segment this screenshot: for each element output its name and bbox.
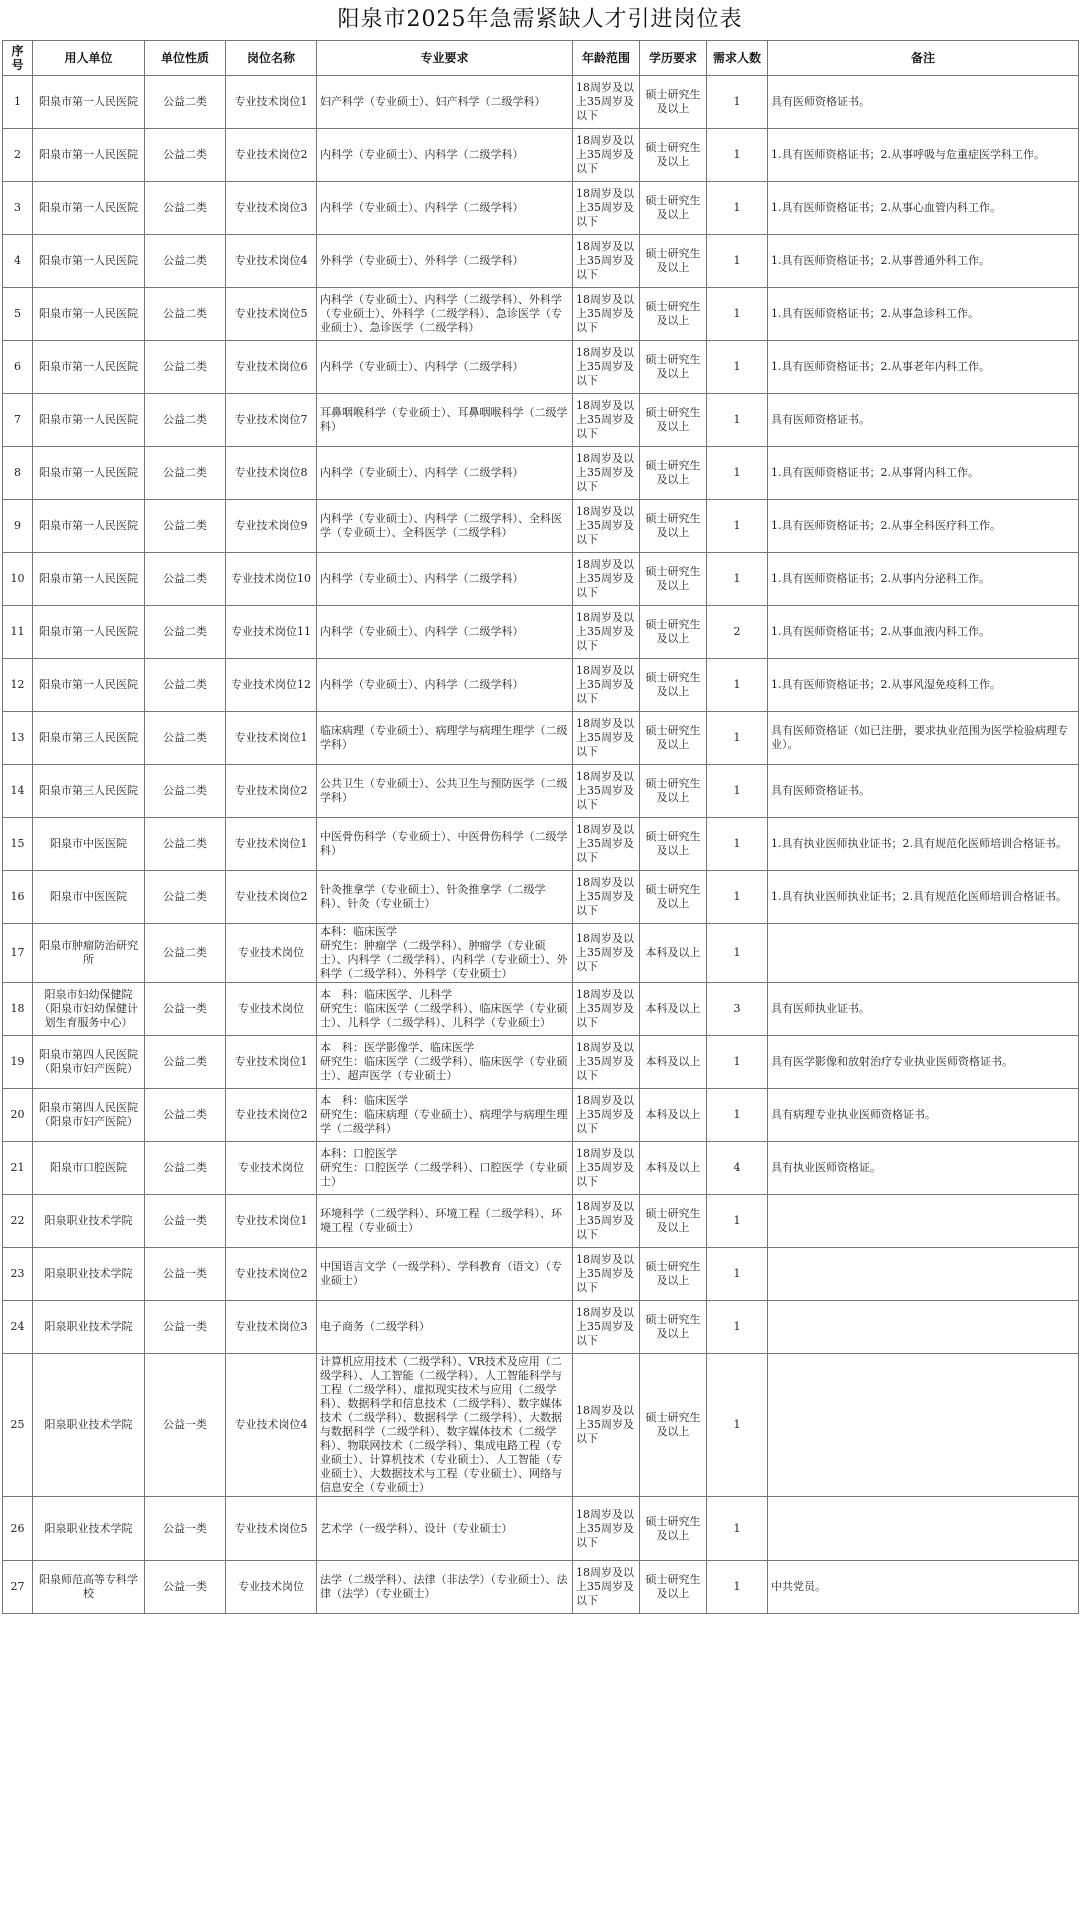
note-cell: 1.具有医师资格证书；2.从事血液内科工作。 — [768, 606, 1079, 659]
count-cell: 1 — [707, 871, 768, 924]
position-cell: 专业技术岗位2 — [226, 1248, 317, 1301]
note-cell: 具有病理专业执业医师资格证书。 — [768, 1089, 1079, 1142]
education-cell: 硕士研究生及以上 — [640, 76, 707, 129]
table-row — [3, 1195, 1079, 1248]
nature-cell: 公益二类 — [145, 76, 226, 129]
table-row — [3, 500, 1079, 553]
position-cell: 专业技术岗位 — [226, 1142, 317, 1195]
note-cell: 具有执业医师资格证。 — [768, 1142, 1079, 1195]
major-cell: 妇产科学（专业硕士）、妇产科学（二级学科） — [317, 76, 573, 129]
nature-cell: 公益二类 — [145, 500, 226, 553]
table-row — [3, 1142, 1079, 1195]
major-cell: 电子商务（二级学科） — [317, 1301, 573, 1354]
table-row — [3, 553, 1079, 606]
age-cell: 18周岁及以上35周岁及以下 — [573, 129, 640, 182]
education-cell: 硕士研究生及以上 — [640, 394, 707, 447]
major-cell: 内科学（专业硕士）、内科学（二级学科） — [317, 341, 573, 394]
count-cell: 3 — [707, 983, 768, 1036]
major-cell: 内科学（专业硕士）、内科学（二级学科） — [317, 447, 573, 500]
education-cell: 硕士研究生及以上 — [640, 659, 707, 712]
count-cell: 1 — [707, 288, 768, 341]
major-cell: 耳鼻咽喉科学（专业硕士）、耳鼻咽喉科学（二级学科） — [317, 394, 573, 447]
row-number: 7 — [3, 394, 33, 447]
nature-cell: 公益一类 — [145, 1248, 226, 1301]
age-cell: 18周岁及以上35周岁及以下 — [573, 712, 640, 765]
unit-cell: 阳泉市第一人民医院 — [33, 500, 145, 553]
header-cell: 序号 — [3, 41, 33, 76]
note-cell: 具有医师资格证书。 — [768, 76, 1079, 129]
count-cell: 1 — [707, 235, 768, 288]
unit-cell: 阳泉市第一人民医院 — [33, 235, 145, 288]
position-cell: 专业技术岗位11 — [226, 606, 317, 659]
note-cell — [768, 1301, 1079, 1354]
count-cell: 1 — [707, 712, 768, 765]
note-cell — [768, 1248, 1079, 1301]
count-cell: 1 — [707, 500, 768, 553]
major-cell: 艺术学（一级学科）、设计（专业硕士） — [317, 1497, 573, 1561]
position-cell: 专业技术岗位10 — [226, 553, 317, 606]
unit-cell: 阳泉市第一人民医院 — [33, 606, 145, 659]
education-cell: 硕士研究生及以上 — [640, 1561, 707, 1614]
position-cell: 专业技术岗位1 — [226, 76, 317, 129]
table-row — [3, 1561, 1079, 1614]
major-cell: 本 科：医学影像学、临床医学 研究生：临床医学（二级学科）、临床医学（专业硕士）、超声医学（专业硕士） — [317, 1036, 573, 1089]
row-number: 5 — [3, 288, 33, 341]
table-row — [3, 1354, 1079, 1497]
nature-cell: 公益二类 — [145, 924, 226, 983]
row-number: 3 — [3, 182, 33, 235]
note-cell: 具有医师执业证书。 — [768, 983, 1079, 1036]
count-cell: 1 — [707, 1561, 768, 1614]
page-title: 阳泉市2025年急需紧缺人才引进岗位表 — [337, 7, 743, 32]
position-cell: 专业技术岗位8 — [226, 447, 317, 500]
row-number: 23 — [3, 1248, 33, 1301]
unit-cell: 阳泉市肿瘤防治研究所 — [33, 924, 145, 983]
age-cell: 18周岁及以上35周岁及以下 — [573, 288, 640, 341]
education-cell: 硕士研究生及以上 — [640, 765, 707, 818]
education-cell: 本科及以上 — [640, 924, 707, 983]
age-cell: 18周岁及以上35周岁及以下 — [573, 235, 640, 288]
table-row — [3, 394, 1079, 447]
row-number: 1 — [3, 76, 33, 129]
major-cell: 内科学（专业硕士）、内科学（二级学科） — [317, 659, 573, 712]
unit-cell: 阳泉市妇幼保健院（阳泉市妇幼保健计划生育服务中心） — [33, 983, 145, 1036]
count-cell: 1 — [707, 394, 768, 447]
row-number: 27 — [3, 1561, 33, 1614]
nature-cell: 公益二类 — [145, 235, 226, 288]
education-cell: 硕士研究生及以上 — [640, 1497, 707, 1561]
age-cell: 18周岁及以上35周岁及以下 — [573, 341, 640, 394]
position-cell: 专业技术岗位6 — [226, 341, 317, 394]
nature-cell: 公益二类 — [145, 765, 226, 818]
note-cell: 1.具有医师资格证书；2.从事肾内科工作。 — [768, 447, 1079, 500]
table-row — [3, 1301, 1079, 1354]
header-cell: 单位性质 — [145, 41, 226, 76]
count-cell: 2 — [707, 606, 768, 659]
header-cell: 年龄范围 — [573, 41, 640, 76]
position-cell: 专业技术岗位1 — [226, 818, 317, 871]
row-number: 24 — [3, 1301, 33, 1354]
header-cell: 用人单位 — [33, 41, 145, 76]
education-cell: 硕士研究生及以上 — [640, 1195, 707, 1248]
nature-cell: 公益二类 — [145, 553, 226, 606]
major-cell: 临床病理（专业硕士）、病理学与病理生理学（二级学科） — [317, 712, 573, 765]
unit-cell: 阳泉市中医医院 — [33, 871, 145, 924]
age-cell: 18周岁及以上35周岁及以下 — [573, 924, 640, 983]
education-cell: 硕士研究生及以上 — [640, 288, 707, 341]
position-cell: 专业技术岗位4 — [226, 235, 317, 288]
age-cell: 18周岁及以上35周岁及以下 — [573, 818, 640, 871]
nature-cell: 公益一类 — [145, 1195, 226, 1248]
major-cell: 内科学（专业硕士）、内科学（二级学科）、外科学（专业硕士）、外科学（二级学科）、急诊医学（专业硕士）、急诊医学（二级学科） — [317, 288, 573, 341]
table-row — [3, 606, 1079, 659]
count-cell: 1 — [707, 924, 768, 983]
nature-cell: 公益二类 — [145, 712, 226, 765]
row-number: 12 — [3, 659, 33, 712]
major-cell: 计算机应用技术（二级学科）、VR技术及应用（二级学科）、人工智能（二级学科）、人工智能科学与工程（二级学科）、虚拟现实技术与应用（二级学科）、数据科学和信息技术（二级学科）、数字媒体技术（二级学科）、数据科学（二级学科）、大数据与数据科学（二级学科）、数字媒体技术（二级学科）、物联网技术（二级学科）、集成电路工程（专业硕士）、计算机技术（专业硕士）、人工智能（专业硕士）、大数据技术与工程（专业硕士）、网络与信息安全（专业硕士） — [317, 1354, 573, 1497]
note-cell: 1.具有医师资格证书；2.从事普通外科工作。 — [768, 235, 1079, 288]
count-cell: 1 — [707, 129, 768, 182]
count-cell: 1 — [707, 1089, 768, 1142]
education-cell: 本科及以上 — [640, 1089, 707, 1142]
major-cell: 环境科学（二级学科）、环境工程（二级学科）、环境工程（专业硕士） — [317, 1195, 573, 1248]
nature-cell: 公益二类 — [145, 606, 226, 659]
header-cell: 备注 — [768, 41, 1079, 76]
position-cell: 专业技术岗位3 — [226, 1301, 317, 1354]
nature-cell: 公益一类 — [145, 1497, 226, 1561]
position-cell: 专业技术岗位2 — [226, 765, 317, 818]
table-row — [3, 1036, 1079, 1089]
nature-cell: 公益二类 — [145, 341, 226, 394]
nature-cell: 公益二类 — [145, 871, 226, 924]
note-cell — [768, 1195, 1079, 1248]
age-cell: 18周岁及以上35周岁及以下 — [573, 394, 640, 447]
age-cell: 18周岁及以上35周岁及以下 — [573, 182, 640, 235]
unit-cell: 阳泉职业技术学院 — [33, 1301, 145, 1354]
note-cell: 1.具有医师资格证书；2.从事呼吸与危重症医学科工作。 — [768, 129, 1079, 182]
row-number: 22 — [3, 1195, 33, 1248]
position-cell: 专业技术岗位7 — [226, 394, 317, 447]
major-cell: 本科：口腔医学 研究生：口腔医学（二级学科）、口腔医学（专业硕士） — [317, 1142, 573, 1195]
table-row — [3, 76, 1079, 129]
position-cell: 专业技术岗位9 — [226, 500, 317, 553]
unit-cell: 阳泉市第一人民医院 — [33, 341, 145, 394]
education-cell: 硕士研究生及以上 — [640, 341, 707, 394]
table-row — [3, 712, 1079, 765]
unit-cell: 阳泉市第四人民医院（阳泉市妇产医院） — [33, 1036, 145, 1089]
age-cell: 18周岁及以上35周岁及以下 — [573, 500, 640, 553]
count-cell: 1 — [707, 1248, 768, 1301]
header-row — [3, 41, 1079, 76]
education-cell: 硕士研究生及以上 — [640, 871, 707, 924]
count-cell: 1 — [707, 1301, 768, 1354]
age-cell: 18周岁及以上35周岁及以下 — [573, 1354, 640, 1497]
unit-cell: 阳泉市第一人民医院 — [33, 76, 145, 129]
education-cell: 硕士研究生及以上 — [640, 1301, 707, 1354]
row-number: 2 — [3, 129, 33, 182]
table-row — [3, 983, 1079, 1036]
unit-cell: 阳泉市第三人民医院 — [33, 765, 145, 818]
nature-cell: 公益二类 — [145, 394, 226, 447]
count-cell: 1 — [707, 1354, 768, 1497]
row-number: 25 — [3, 1354, 33, 1497]
count-cell: 1 — [707, 818, 768, 871]
position-cell: 专业技术岗位 — [226, 924, 317, 983]
position-cell: 专业技术岗位1 — [226, 1195, 317, 1248]
note-cell: 具有医学影像和放射治疗专业执业医师资格证书。 — [768, 1036, 1079, 1089]
education-cell: 硕士研究生及以上 — [640, 1354, 707, 1497]
age-cell: 18周岁及以上35周岁及以下 — [573, 983, 640, 1036]
note-cell: 1.具有医师资格证书；2.从事风湿免疫科工作。 — [768, 659, 1079, 712]
row-number: 18 — [3, 983, 33, 1036]
nature-cell: 公益二类 — [145, 818, 226, 871]
row-number: 14 — [3, 765, 33, 818]
header-cell: 专业要求 — [317, 41, 573, 76]
age-cell: 18周岁及以上35周岁及以下 — [573, 553, 640, 606]
position-cell: 专业技术岗位2 — [226, 129, 317, 182]
table-row — [3, 288, 1079, 341]
unit-cell: 阳泉市第四人民医院（阳泉市妇产医院） — [33, 1089, 145, 1142]
major-cell: 内科学（专业硕士）、内科学（二级学科） — [317, 606, 573, 659]
position-cell: 专业技术岗位4 — [226, 1354, 317, 1497]
nature-cell: 公益二类 — [145, 1089, 226, 1142]
note-cell — [768, 1354, 1079, 1497]
row-number: 17 — [3, 924, 33, 983]
unit-cell: 阳泉市中医医院 — [33, 818, 145, 871]
education-cell: 硕士研究生及以上 — [640, 1248, 707, 1301]
unit-cell: 阳泉市第一人民医院 — [33, 447, 145, 500]
nature-cell: 公益二类 — [145, 288, 226, 341]
row-number: 21 — [3, 1142, 33, 1195]
position-cell: 专业技术岗位 — [226, 1561, 317, 1614]
unit-cell: 阳泉职业技术学院 — [33, 1248, 145, 1301]
unit-cell: 阳泉市第一人民医院 — [33, 659, 145, 712]
position-cell: 专业技术岗位2 — [226, 1089, 317, 1142]
table-row — [3, 1089, 1079, 1142]
unit-cell: 阳泉职业技术学院 — [33, 1354, 145, 1497]
note-cell: 具有医师资格证书。 — [768, 765, 1079, 818]
count-cell: 1 — [707, 1195, 768, 1248]
unit-cell: 阳泉师范高等专科学校 — [33, 1561, 145, 1614]
table-row — [3, 1497, 1079, 1561]
row-number: 10 — [3, 553, 33, 606]
major-cell: 本科：临床医学 研究生：肿瘤学（二级学科）、肿瘤学（专业硕士）、内科学（二级学科）、内科学（专业硕士）、外科学（二级学科）、外科学（专业硕士） — [317, 924, 573, 983]
position-cell: 专业技术岗位1 — [226, 1036, 317, 1089]
major-cell: 中国语言文学（一级学科）、学科教育（语文）（专业硕士） — [317, 1248, 573, 1301]
table-row — [3, 871, 1079, 924]
education-cell: 硕士研究生及以上 — [640, 129, 707, 182]
age-cell: 18周岁及以上35周岁及以下 — [573, 447, 640, 500]
education-cell: 硕士研究生及以上 — [640, 182, 707, 235]
nature-cell: 公益一类 — [145, 1354, 226, 1497]
age-cell: 18周岁及以上35周岁及以下 — [573, 1089, 640, 1142]
education-cell: 本科及以上 — [640, 1036, 707, 1089]
major-cell: 针灸推拿学（专业硕士）、针灸推拿学（二级学科）、针灸（专业硕士） — [317, 871, 573, 924]
note-cell: 具有医师资格证书。 — [768, 394, 1079, 447]
education-cell: 本科及以上 — [640, 983, 707, 1036]
row-number: 20 — [3, 1089, 33, 1142]
row-number: 4 — [3, 235, 33, 288]
education-cell: 硕士研究生及以上 — [640, 500, 707, 553]
age-cell: 18周岁及以上35周岁及以下 — [573, 1497, 640, 1561]
nature-cell: 公益一类 — [145, 1561, 226, 1614]
note-cell: 1.具有医师资格证书；2.从事心血管内科工作。 — [768, 182, 1079, 235]
age-cell: 18周岁及以上35周岁及以下 — [573, 76, 640, 129]
note-cell: 1.具有医师资格证书；2.从事内分泌科工作。 — [768, 553, 1079, 606]
note-cell: 1.具有执业医师执业证书；2.具有规范化医师培训合格证书。 — [768, 818, 1079, 871]
positions-table — [2, 40, 1079, 1614]
table-row — [3, 818, 1079, 871]
position-cell: 专业技术岗位12 — [226, 659, 317, 712]
nature-cell: 公益二类 — [145, 659, 226, 712]
row-number: 8 — [3, 447, 33, 500]
position-cell: 专业技术岗位2 — [226, 871, 317, 924]
table-row — [3, 341, 1079, 394]
major-cell: 内科学（专业硕士）、内科学（二级学科）、全科医学（专业硕士）、全科医学（二级学科） — [317, 500, 573, 553]
unit-cell: 阳泉市口腔医院 — [33, 1142, 145, 1195]
count-cell: 1 — [707, 659, 768, 712]
major-cell: 内科学（专业硕士）、内科学（二级学科） — [317, 129, 573, 182]
unit-cell: 阳泉市第三人民医院 — [33, 712, 145, 765]
row-number: 16 — [3, 871, 33, 924]
education-cell: 硕士研究生及以上 — [640, 606, 707, 659]
note-cell: 1.具有医师资格证书；2.从事老年内科工作。 — [768, 341, 1079, 394]
education-cell: 硕士研究生及以上 — [640, 712, 707, 765]
position-cell: 专业技术岗位5 — [226, 288, 317, 341]
major-cell: 本 科：临床医学 研究生：临床病理（专业硕士）、病理学与病理生理学（二级学科） — [317, 1089, 573, 1142]
major-cell: 内科学（专业硕士）、内科学（二级学科） — [317, 182, 573, 235]
nature-cell: 公益二类 — [145, 182, 226, 235]
major-cell: 中医骨伤科学（专业硕士）、中医骨伤科学（二级学科） — [317, 818, 573, 871]
age-cell: 18周岁及以上35周岁及以下 — [573, 1195, 640, 1248]
nature-cell: 公益二类 — [145, 129, 226, 182]
table-row — [3, 1248, 1079, 1301]
table-row — [3, 182, 1079, 235]
education-cell: 本科及以上 — [640, 1142, 707, 1195]
age-cell: 18周岁及以上35周岁及以下 — [573, 659, 640, 712]
count-cell: 1 — [707, 182, 768, 235]
age-cell: 18周岁及以上35周岁及以下 — [573, 1561, 640, 1614]
education-cell: 硕士研究生及以上 — [640, 818, 707, 871]
count-cell: 4 — [707, 1142, 768, 1195]
major-cell: 公共卫生（专业硕士）、公共卫生与预防医学（二级学科） — [317, 765, 573, 818]
table-row — [3, 129, 1079, 182]
age-cell: 18周岁及以上35周岁及以下 — [573, 1142, 640, 1195]
unit-cell: 阳泉职业技术学院 — [33, 1497, 145, 1561]
nature-cell: 公益二类 — [145, 447, 226, 500]
position-cell: 专业技术岗位3 — [226, 182, 317, 235]
major-cell: 法学（二级学科）、法律（非法学）（专业硕士）、法律（法学）（专业硕士） — [317, 1561, 573, 1614]
age-cell: 18周岁及以上35周岁及以下 — [573, 765, 640, 818]
major-cell: 外科学（专业硕士）、外科学（二级学科） — [317, 235, 573, 288]
position-cell: 专业技术岗位5 — [226, 1497, 317, 1561]
count-cell: 1 — [707, 447, 768, 500]
nature-cell: 公益一类 — [145, 1301, 226, 1354]
row-number: 6 — [3, 341, 33, 394]
age-cell: 18周岁及以上35周岁及以下 — [573, 1036, 640, 1089]
nature-cell: 公益二类 — [145, 1036, 226, 1089]
count-cell: 1 — [707, 765, 768, 818]
education-cell: 硕士研究生及以上 — [640, 235, 707, 288]
count-cell: 1 — [707, 1497, 768, 1561]
education-cell: 硕士研究生及以上 — [640, 553, 707, 606]
note-cell: 中共党员。 — [768, 1561, 1079, 1614]
header-cell: 岗位名称 — [226, 41, 317, 76]
unit-cell: 阳泉市第一人民医院 — [33, 182, 145, 235]
education-cell: 硕士研究生及以上 — [640, 447, 707, 500]
row-number: 9 — [3, 500, 33, 553]
age-cell: 18周岁及以上35周岁及以下 — [573, 606, 640, 659]
unit-cell: 阳泉职业技术学院 — [33, 1195, 145, 1248]
note-cell: 1.具有医师资格证书；2.从事全科医疗科工作。 — [768, 500, 1079, 553]
note-cell: 1.具有医师资格证书；2.从事急诊科工作。 — [768, 288, 1079, 341]
table-row — [3, 447, 1079, 500]
note-cell — [768, 924, 1079, 983]
unit-cell: 阳泉市第一人民医院 — [33, 394, 145, 447]
table-body — [3, 76, 1079, 1614]
table-row — [3, 659, 1079, 712]
row-number: 26 — [3, 1497, 33, 1561]
header-cell: 需求人数 — [707, 41, 768, 76]
count-cell: 1 — [707, 1036, 768, 1089]
age-cell: 18周岁及以上35周岁及以下 — [573, 871, 640, 924]
header-cell: 学历要求 — [640, 41, 707, 76]
unit-cell: 阳泉市第一人民医院 — [33, 553, 145, 606]
count-cell: 1 — [707, 76, 768, 129]
row-number: 11 — [3, 606, 33, 659]
row-number: 13 — [3, 712, 33, 765]
table-row — [3, 924, 1079, 983]
note-cell: 具有医师资格证（如已注册，要求执业范围为医学检验病理专业）。 — [768, 712, 1079, 765]
count-cell: 1 — [707, 341, 768, 394]
nature-cell: 公益二类 — [145, 1142, 226, 1195]
major-cell: 本 科：临床医学、儿科学 研究生：临床医学（二级学科）、临床医学（专业硕士）、儿科学（二级学科）、儿科学（专业硕士） — [317, 983, 573, 1036]
unit-cell: 阳泉市第一人民医院 — [33, 288, 145, 341]
count-cell: 1 — [707, 553, 768, 606]
age-cell: 18周岁及以上35周岁及以下 — [573, 1248, 640, 1301]
row-number: 19 — [3, 1036, 33, 1089]
note-cell — [768, 1497, 1079, 1561]
unit-cell: 阳泉市第一人民医院 — [33, 129, 145, 182]
position-cell: 专业技术岗位 — [226, 983, 317, 1036]
age-cell: 18周岁及以上35周岁及以下 — [573, 1301, 640, 1354]
nature-cell: 公益一类 — [145, 983, 226, 1036]
row-number: 15 — [3, 818, 33, 871]
table-row — [3, 235, 1079, 288]
major-cell: 内科学（专业硕士）、内科学（二级学科） — [317, 553, 573, 606]
position-cell: 专业技术岗位1 — [226, 712, 317, 765]
table-row — [3, 765, 1079, 818]
note-cell: 1.具有执业医师执业证书；2.具有规范化医师培训合格证书。 — [768, 871, 1079, 924]
